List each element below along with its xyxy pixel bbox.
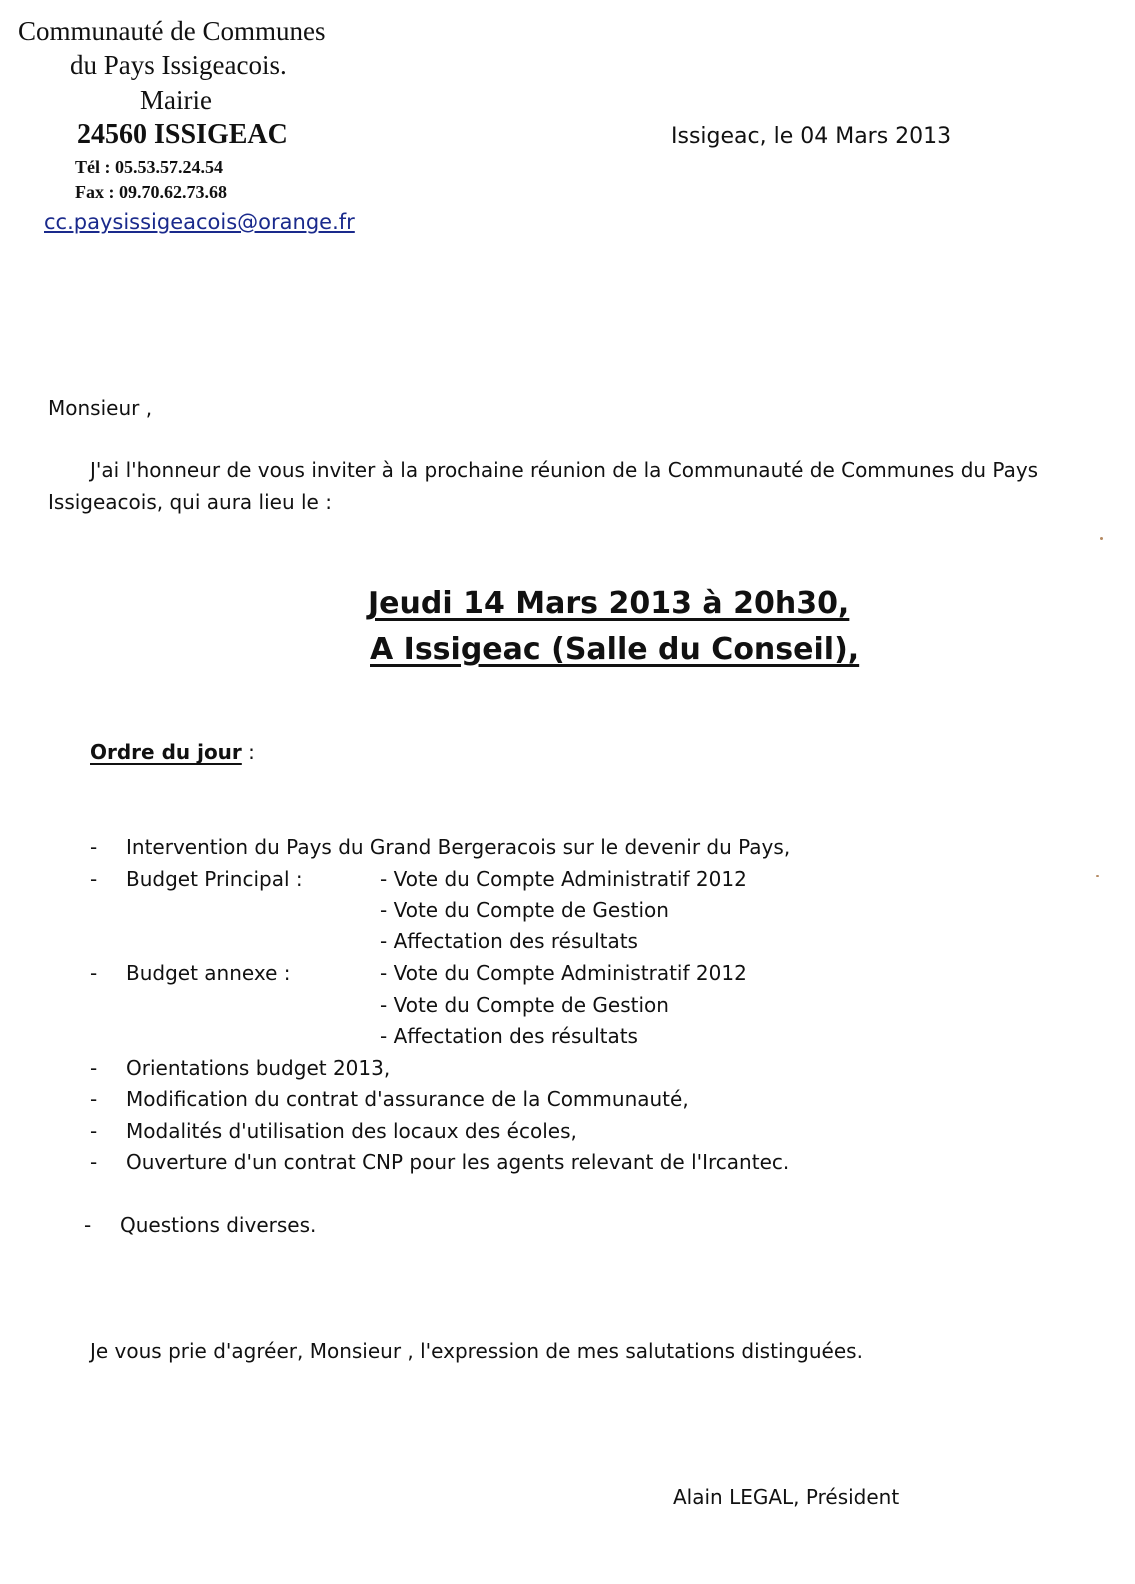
- agenda-item-text: Modalités d'utilisation des locaux des écoles,: [126, 1119, 577, 1143]
- agenda-item-text: Ouverture d'un contrat CNP pour les agents relevant de l'Ircantec.: [126, 1150, 790, 1174]
- meeting-date: Jeudi 14 Mars 2013 à 20h30,: [368, 586, 850, 621]
- agenda-subitem: - Affectation des résultats: [380, 929, 638, 953]
- agenda-heading: [90, 740, 255, 764]
- agenda-item-text: Questions diverses.: [120, 1213, 317, 1237]
- bullet-dash: -: [90, 1119, 98, 1143]
- mairie-label: Mairie: [140, 85, 212, 115]
- agenda-subitem: - Affectation des résultats: [380, 1024, 638, 1048]
- postal-address: 24560 ISSIGEAC: [77, 119, 288, 150]
- agenda-subitem: - Vote du Compte Administratif 2012: [380, 961, 747, 985]
- agenda-item-text: Orientations budget 2013,: [126, 1056, 391, 1080]
- org-name-line2: du Pays Issigeacois.: [70, 50, 287, 80]
- intro-line-2: Issigeacois, qui aura lieu le :: [48, 490, 332, 514]
- agenda-item-text: Intervention du Pays du Grand Bergeracois sur le devenir du Pays,: [126, 835, 791, 859]
- date-line: Issigeac, le 04 Mars 2013: [671, 124, 952, 149]
- agenda-item-text: Budget annexe :: [126, 961, 291, 985]
- meeting-location: A Issigeac (Salle du Conseil),: [370, 632, 860, 667]
- agenda-heading-label: Ordre du jour: [90, 740, 242, 764]
- bullet-dash: -: [90, 835, 98, 859]
- telephone: Tél : 05.53.57.24.54: [75, 157, 223, 177]
- agenda-item-text: Budget Principal :: [126, 867, 303, 891]
- agenda-subitem: - Vote du Compte de Gestion: [380, 993, 669, 1017]
- scan-speck: [1096, 875, 1099, 877]
- bullet-dash: -: [90, 867, 98, 891]
- email-link[interactable]: cc.paysissigeacois@orange.fr: [44, 210, 355, 234]
- bullet-dash: -: [84, 1213, 92, 1237]
- org-name-line1: Communauté de Communes: [18, 16, 326, 46]
- bullet-dash: -: [90, 1056, 98, 1080]
- agenda-subitem: - Vote du Compte Administratif 2012: [380, 867, 747, 891]
- bullet-dash: -: [90, 961, 98, 985]
- agenda-item-text: Modification du contrat d'assurance de la Communauté,: [126, 1087, 689, 1111]
- agenda-subitem: - Vote du Compte de Gestion: [380, 898, 669, 922]
- bullet-dash: -: [90, 1087, 98, 1111]
- agenda-heading-colon: :: [241, 740, 255, 764]
- closing-formula: Je vous prie d'agréer, Monsieur , l'expression de mes salutations distinguées.: [90, 1339, 863, 1363]
- salutation: Monsieur ,: [48, 396, 153, 420]
- bullet-dash: -: [90, 1150, 98, 1174]
- intro-line-1: J'ai l'honneur de vous inviter à la prochaine réunion de la Communauté de Communes du Pays: [90, 458, 1039, 482]
- signature-block: Alain LEGAL, Président: [673, 1485, 900, 1509]
- scan-speck: [1100, 537, 1103, 540]
- fax: Fax : 09.70.62.73.68: [75, 182, 227, 202]
